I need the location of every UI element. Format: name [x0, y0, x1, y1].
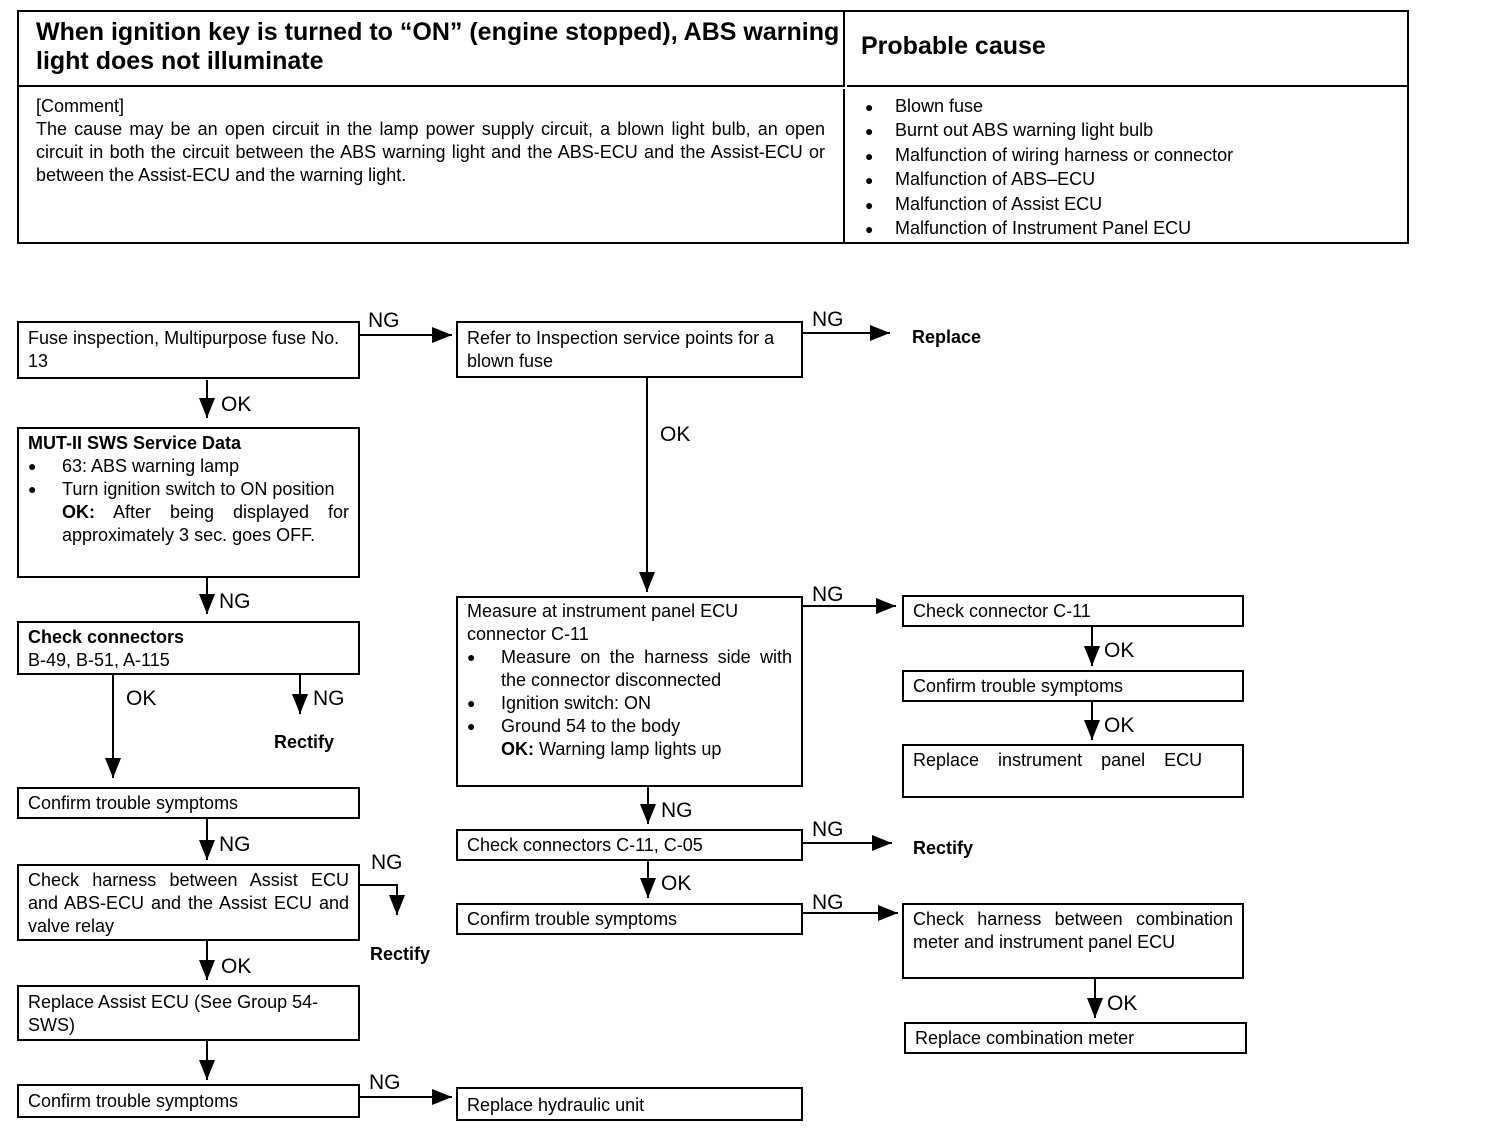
fuse-inspection-box: Fuse inspection, Multipurpose fuse No. 13: [17, 321, 360, 379]
ng-label: NG: [219, 590, 251, 613]
measure-item: Measure on the harness side with the connector disconnected: [501, 647, 792, 690]
ok-criterion-label: OK:: [62, 502, 95, 522]
mut-service-data-box: [17, 427, 360, 578]
cause-item: ● Burnt out ABS warning light bulb: [865, 119, 1233, 143]
replace-hydraulic-unit-box: Replace hydraulic unit: [456, 1087, 803, 1121]
bullet-icon: ●: [28, 458, 37, 474]
cause-item: ● Malfunction of wiring harness or connector: [865, 144, 1233, 168]
ok-label: OK: [1104, 714, 1135, 737]
comment-text: The cause may be an open circuit in the lamp power supply circuit, a blown light bulb, an open circuit in both the circuit between the ABS warning light and the ABS-ECU and the Assist-ECU or between the Assist-ECU and the warning light.: [36, 119, 825, 185]
ok-label: OK: [1107, 992, 1138, 1015]
ok-label: OK: [661, 872, 692, 895]
cause-item: ● Blown fuse: [865, 95, 1233, 119]
replace-assist-ecu-box: Replace Assist ECU (See Group 54-SWS): [17, 985, 360, 1041]
measure-item: Ground 54 to the body: [501, 716, 681, 736]
ok-label: OK: [660, 423, 691, 446]
ng-label: NG: [661, 799, 693, 822]
confirm-symptoms-box: Confirm trouble symptoms: [902, 670, 1244, 702]
action-replace: Replace: [912, 327, 982, 347]
ng-label: NG: [219, 833, 251, 856]
ng-label: NG: [812, 818, 844, 841]
refer-inspection-box: Refer to Inspection service points for a blown fuse: [456, 321, 803, 378]
ng-label: NG: [812, 583, 844, 606]
measure-ecu-connector-box: [456, 596, 803, 787]
ng-label: NG: [313, 687, 345, 710]
replace-combination-meter-box: Replace combination meter: [904, 1022, 1247, 1054]
ok-criterion-label: OK:: [501, 739, 534, 759]
measure-title: Measure at instrument panel ECU connector C-11: [467, 601, 739, 644]
measure-item: Ignition switch: ON: [501, 693, 652, 713]
check-connectors-mid-box: Check connectors C-11, C-05: [456, 829, 803, 861]
probable-cause-heading: Probable cause: [847, 12, 1407, 87]
cause-item: ● Malfunction of Instrument Panel ECU: [865, 217, 1233, 241]
ng-label: NG: [371, 851, 403, 874]
ng-label: NG: [812, 308, 844, 331]
ok-label: OK: [1104, 639, 1135, 662]
mut-title: MUT-II SWS Service Data: [28, 433, 242, 453]
action-rectify: Rectify: [913, 838, 974, 858]
bullet-icon: ●: [467, 695, 476, 711]
check-connectors-left-box: [17, 621, 360, 675]
symptom-heading: When ignition key is turned to “ON” (engine stopped), ABS warning light does not illuminate: [19, 12, 845, 87]
check-connector-c11-box: Check connector C-11: [902, 595, 1244, 627]
bullet-icon: ●: [467, 649, 476, 665]
arrow: [359, 885, 397, 915]
ok-label: OK: [126, 687, 157, 710]
action-rectify: Rectify: [370, 944, 431, 964]
replace-instrument-panel-ecu-box: Replace instrument panel ECU: [902, 744, 1244, 798]
check-harness-meter-box: Check harness between combination meter and instrument panel ECU: [902, 903, 1244, 979]
ok-label: OK: [221, 393, 252, 416]
confirm-symptoms-box: Confirm trouble symptoms: [17, 1084, 360, 1118]
mut-item: Turn ignition switch to ON position: [62, 479, 335, 499]
ng-label: NG: [368, 309, 400, 332]
comment-label: [Comment]: [36, 96, 125, 116]
confirm-symptoms-box: Confirm trouble symptoms: [456, 903, 803, 935]
mut-item: 63: ABS warning lamp: [62, 456, 240, 476]
ok-criterion-text: After being displayed for approximately 3 sec. goes OFF.: [62, 502, 349, 545]
bullet-icon: ●: [467, 718, 476, 734]
cause-item: ● Malfunction of ABS–ECU: [865, 168, 1233, 192]
check-harness-assist-box: Check harness between Assist ECU and ABS-ECU and the Assist ECU and valve relay: [17, 864, 360, 941]
bullet-icon: ●: [28, 481, 37, 497]
cause-item: ● Malfunction of Assist ECU: [865, 193, 1233, 217]
action-rectify: Rectify: [274, 732, 335, 752]
ok-criterion-text: Warning lamp lights up: [539, 739, 722, 759]
ok-label: OK: [221, 955, 252, 978]
check-connectors-title: Check connectors: [28, 627, 185, 647]
confirm-symptoms-box: Confirm trouble symptoms: [17, 787, 360, 819]
ng-label: NG: [812, 891, 844, 914]
check-connectors-list: B-49, B-51, A-115: [28, 650, 170, 670]
ng-label: NG: [369, 1071, 401, 1094]
